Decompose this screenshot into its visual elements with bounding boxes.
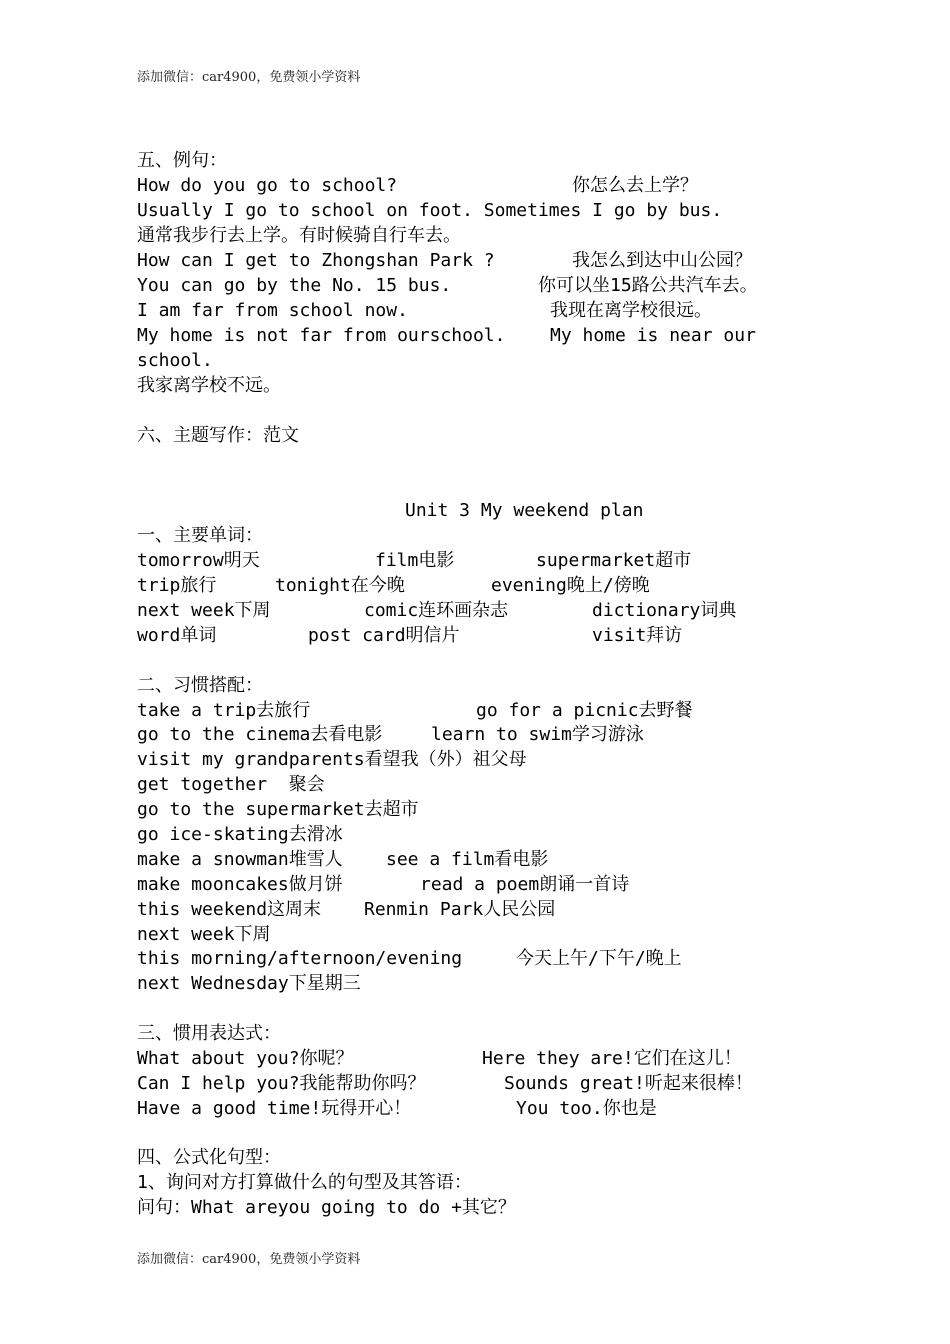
phrase-item: go for a picnic去野餐 [476, 700, 693, 721]
unit-title: Unit 3 My weekend plan [405, 500, 644, 521]
vocab-item: film电影 [375, 550, 455, 571]
vocab-item: supermarket超市 [536, 550, 692, 571]
phrase-item: this morning/afternoon/evening [137, 948, 463, 969]
example-line-7a: My home is not far from ourschool. [137, 325, 506, 346]
phrase-item: go to the cinema去看电影 [137, 724, 383, 745]
page-footer: 添加微信：car4900，免费领小学资料 [137, 1252, 361, 1267]
phrases-heading: 二、习惯搭配： [137, 675, 263, 696]
patterns-heading: 四、公式化句型： [137, 1147, 281, 1168]
expression-item: What about you?你呢？ [137, 1048, 354, 1069]
expressions-heading: 三、惯用表达式： [137, 1023, 281, 1044]
example-line-9: 我家离学校不远。 [137, 375, 281, 396]
vocab-item: tonight在今晚 [275, 575, 405, 596]
vocab-item: evening晚上/傍晚 [491, 575, 650, 596]
phrase-item: visit my grandparents看望我（外）祖父母 [137, 749, 527, 770]
example-line-5-en: You can go by the No. 15 bus. [137, 275, 452, 296]
phrase-item: this weekend这周末 [137, 899, 322, 920]
vocab-item: word单词 [137, 625, 217, 646]
example-line-8: school. [137, 350, 213, 371]
example-line-2: Usually I go to school on foot. Sometimes I go by bus. [137, 200, 723, 221]
expression-item: Can I help you?我能帮助你吗？ [137, 1073, 426, 1094]
phrase-item: get together 聚会 [137, 774, 325, 795]
vocab-item: post card明信片 [308, 625, 460, 646]
section5-heading: 五、例句： [137, 150, 227, 171]
phrase-item: make a snowman堆雪人 [137, 849, 343, 870]
phrase-item: go ice-skating去滑冰 [137, 824, 343, 845]
example-line-3: 通常我步行去上学。有时候骑自行车去。 [137, 225, 461, 246]
vocab-heading: 一、主要单词： [137, 525, 263, 546]
example-line-7b: My home is near our [550, 325, 756, 346]
phrase-item: take a trip去旅行 [137, 700, 311, 721]
example-line-4-en: How can I get to Zhongshan Park ? [137, 250, 495, 271]
expression-item: Here they are!它们在这儿！ [482, 1048, 742, 1069]
phrase-item: learn to swim学习游泳 [431, 724, 644, 745]
phrase-item: Renmin Park人民公园 [364, 899, 556, 920]
phrase-item: 今天上午/下午/晚上 [516, 948, 682, 969]
example-line-6-en: I am far from school now. [137, 300, 408, 321]
vocab-item: comic连环画杂志 [364, 600, 509, 621]
section6-heading: 六、主题写作：范文 [137, 425, 299, 446]
phrase-item: read a poem朗诵一首诗 [420, 874, 630, 895]
expression-item: Have a good time!玩得开心！ [137, 1098, 412, 1119]
vocab-item: trip旅行 [137, 575, 217, 596]
phrase-item: see a film看电影 [386, 849, 549, 870]
expression-item: Sounds great!听起来很棒！ [504, 1073, 753, 1094]
vocab-item: next week下周 [137, 600, 271, 621]
phrase-item: go to the supermarket去超市 [137, 799, 419, 820]
pattern-line: 问句：What areyou going to do +其它？ [137, 1197, 516, 1218]
phrase-item: make mooncakes做月饼 [137, 874, 343, 895]
example-line-5-zh: 你可以坐15路公共汽车去。 [538, 275, 758, 296]
vocab-item: dictionary词典 [592, 600, 737, 621]
vocab-item: tomorrow明天 [137, 550, 260, 571]
vocab-item: visit拜访 [592, 625, 683, 646]
example-line-1-zh: 你怎么去上学？ [572, 175, 698, 196]
page-header: 添加微信：car4900，免费领小学资料 [137, 70, 361, 85]
phrase-item: next Wednesday下星期三 [137, 973, 361, 994]
example-line-6-zh: 我现在离学校很远。 [550, 300, 712, 321]
example-line-4-zh: 我怎么到达中山公园？ [572, 250, 752, 271]
expression-item: You too.你也是 [516, 1098, 657, 1119]
phrase-item: next week下周 [137, 924, 271, 945]
pattern-line: 1、询问对方打算做什么的句型及其答语： [137, 1172, 472, 1193]
example-line-1-en: How do you go to school? [137, 175, 398, 196]
